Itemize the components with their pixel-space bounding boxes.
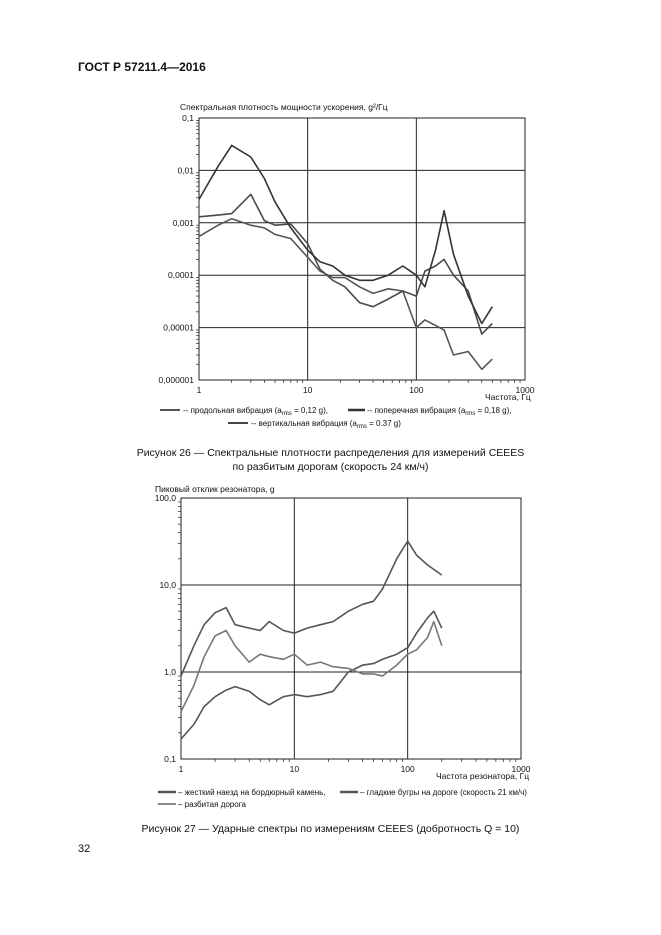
shock-y-tick-label: 10,0 <box>159 580 176 590</box>
psd-y-title: Спектральная плотность мощности ускорения, g²/Гц <box>180 102 388 112</box>
psd-x-tick-label: 100 <box>409 385 424 395</box>
page-number: 32 <box>78 843 91 855</box>
shock-series <box>181 541 442 739</box>
shock-y-title: Пиковый отклик резонатора, g <box>155 484 275 494</box>
psd-x-ticks <box>197 385 535 395</box>
psd-series-line-0 <box>199 219 492 370</box>
shock-plot-frame <box>181 498 521 759</box>
psd-series <box>199 145 492 369</box>
figure-26-caption <box>0 446 661 474</box>
shock-x-title: Частота резонатора, Гц <box>436 771 530 781</box>
legend-vertical: -- вертикальная вибрация ($a_{rms} = 0.37$ g) <box>251 419 401 430</box>
shock-grid <box>178 498 521 762</box>
shock-spectrum-chart <box>0 480 661 810</box>
psd-series-line-1 <box>199 194 492 334</box>
legend-longitudinal: -- продольная вибрация ($a_{rms} = 0,12$ g), <box>183 406 328 417</box>
shock-x-tick-label: 100 <box>400 764 415 774</box>
shock-y-tick-label: 100,0 <box>154 493 176 503</box>
legend-rough-road: – разбитая дорога <box>178 800 246 809</box>
psd-y-ticks <box>159 113 195 385</box>
psd-y-tick-label: 0,001 <box>172 217 194 228</box>
psd-series-line-2 <box>199 145 492 323</box>
shock-series-line-1 <box>181 611 442 739</box>
legend-curb: – жесткий наезд на бордюрный камень, <box>178 788 326 797</box>
shock-x-tick-label: 10 <box>289 764 300 774</box>
psd-y-tick-label: 0,01 <box>177 165 194 176</box>
psd-x-title: Частота, Гц <box>485 392 531 402</box>
shock-x-tick-label: 1000 <box>511 764 531 774</box>
shock-y-tick-label: 1,0 <box>164 667 176 677</box>
shock-legend <box>158 788 527 809</box>
figure-26-caption-line2: по разбитым дорогам (скорость 24 км/ч) <box>232 461 429 473</box>
psd-y-tick-label: 0,0001 <box>168 270 194 281</box>
psd-x-tick-label: 1 <box>196 385 202 395</box>
psd-y-tick-label: 0,1 <box>182 113 194 123</box>
figure-26-caption-line1: Рисунок 26 — Спектральные плотности распределения для измерений CEEES <box>136 447 525 459</box>
legend-transverse: -- поперечная вибрация ($a_{rms} = 0,18$ g), <box>367 406 512 417</box>
shock-series-line-2 <box>181 622 442 712</box>
shock-y-ticks <box>155 493 177 764</box>
document-id: ГОСТ Р 57211.4—2016 <box>78 60 206 74</box>
psd-x-tick-label: 10 <box>302 385 313 395</box>
psd-grid <box>196 118 525 383</box>
psd-x-tick-label: 1000 <box>515 385 535 395</box>
psd-plot-frame <box>199 118 525 380</box>
psd-y-tick-label: 0,000001 <box>158 375 194 385</box>
shock-y-tick-label: 0,1 <box>164 754 176 764</box>
shock-series-line-0 <box>181 541 442 676</box>
legend-bumps: – гладкие бугры на дороге (скорость 21 км/ч) <box>360 788 527 797</box>
figure-27-caption: Рисунок 27 — Ударные спектры по измерениям CEEES (добротность Q = 10) <box>141 823 520 835</box>
psd-y-tick-label: 0,00001 <box>163 322 194 333</box>
psd-chart <box>0 90 661 435</box>
shock-x-tick-label: 1 <box>178 764 184 774</box>
psd-legend <box>160 406 512 430</box>
